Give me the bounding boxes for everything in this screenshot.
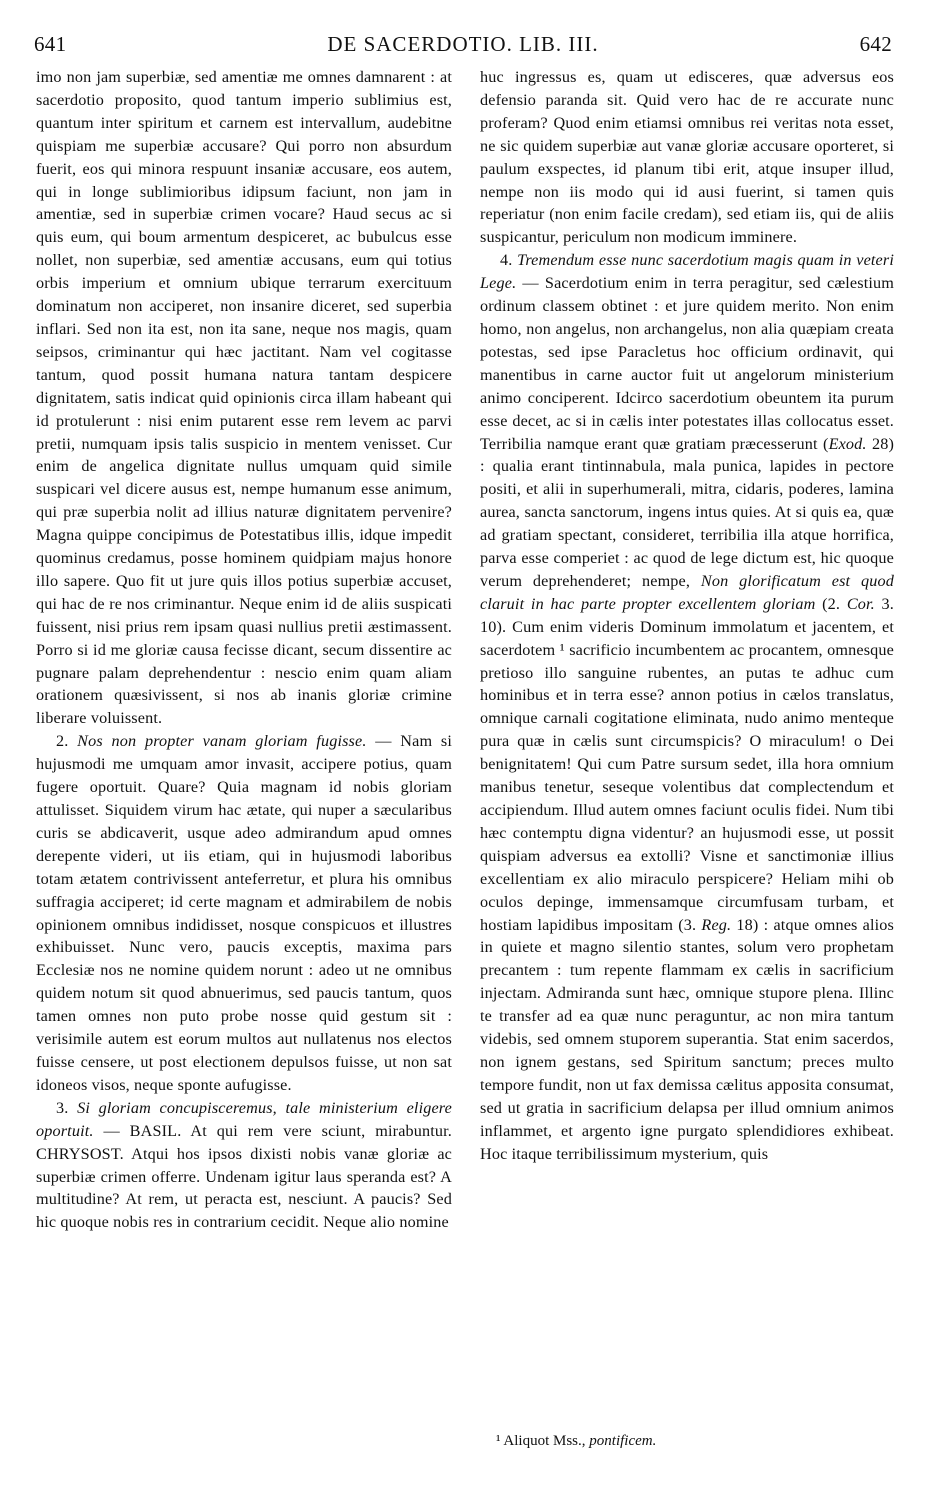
footnote-mark: ¹ bbox=[496, 1433, 501, 1449]
right-column bbox=[480, 66, 894, 1166]
section-3-paragraph bbox=[36, 1097, 452, 1234]
page-number-right: 642 bbox=[859, 32, 892, 56]
section-2-paragraph bbox=[36, 730, 452, 1097]
section-3-title: Si gloriam concupisceremus, tale ministerium eligere oportuit. bbox=[36, 1098, 452, 1140]
footnote-word: pontificem. bbox=[589, 1433, 657, 1449]
section-4-text-b: 28) : qualia erant tintinnabula, mala punica, lapides in pectore positi, et alii in superhumerali, mitra, cidaris, poderes, lamina aurea, sancta sanctorum, ingens intus quies. At si quis ea, quæ ad gratiam spectant, consideret, terribilia illa atque horrifica, parva esse comperiet : ac quod de lege dictum est, hic quoque verum deprehenderet; nempe, bbox=[480, 434, 894, 590]
section-4-paragraph bbox=[480, 249, 894, 1165]
section-2-number: 2. bbox=[56, 732, 69, 751]
reference-exodus: Exod. bbox=[828, 434, 867, 453]
left-column bbox=[36, 66, 452, 1234]
section-3-text: — BASIL. At qui rem vere sciunt, mirabuntur. CHRYSOST. Atqui hos ipsos dixisti nobis vanæ gloriæ ac superbiæ crimen offerre. Undenam igitur laus speranda est? A multitudine? At rem, ut peracta est, nesciunt. A paucis? Sed hic quoque nobis res in contrarium cecidit. Neque alio nomine bbox=[36, 1121, 452, 1232]
running-header bbox=[34, 32, 892, 58]
footnote-text: Aliquot Mss., bbox=[500, 1433, 590, 1449]
section-4-number: 4. bbox=[500, 251, 513, 270]
footnote bbox=[496, 1431, 894, 1451]
section-3-number: 3. bbox=[56, 1098, 69, 1117]
section-2-title: Nos non propter vanam gloriam fugisse. bbox=[77, 732, 367, 751]
section-4-text-e: 18) : atque omnes alios in quiete et magno silentio stantes, solum vero prophetam precantem : tum repente flammam ex cælis in sacrificium injectam. Admiranda sunt hæc, omnique stupore plena. Illinc te transfer ad ea quæ nunc peraguntur, ac non mira tantum videbis, sed omnem stuporem superantia. Stat enim sacerdos, non ignem gestans, sed Spiritum sanctum; preces multo tempore fundit, non ut fax demissa cælitus apposita consumat, sed ut gratia in sacrificium delapsa per illud omnium animos inflammet, et argento igne purgato splendidiores exhibeat. Hoc itaque terribilissimum mysterium, quis bbox=[480, 915, 894, 1163]
section-4-text-a: — Sacerdotium enim in terra peragitur, sed cælestium ordinum classem obtinet : et jure quidem merito. Non enim homo, non angelus, non archangelus, non alia quæpiam creata potestas, sed ipse Paracletus hoc officium ordinavit, qui manentibus in carne auctor fuit ut angelorum ministerium animo conciperent. Idcirco sacerdotium obeuntem ita purum esse decet, ac si in cælis inter potestates illas collocatus esset. Terribilia namque erant quæ gratiam præcesserunt ( bbox=[480, 274, 894, 453]
scripture-quote: Non glorificatum est quod claruit in hac parte propter excellentem gloriam bbox=[480, 571, 894, 613]
section-4-text-c: (2. bbox=[815, 594, 847, 613]
reference-kings: Reg. bbox=[701, 915, 732, 934]
section-4-text-d: 3. 10). Cum enim videris Dominum immolatum et jacentem, et sacerdotem ¹ sacrificio incumbentem ac procantem, omnesque pretioso illo sanguine rubentes, an putas te adhuc cum hominibus et in terra esse? annon potius in cælos translatus, omnique carnali cogitatione eliminata, nudo animo menteque pura quæ in cælis sunt circumspicis? O miraculum! o Dei benignitatem! Qui cum Patre sursum sedet, illa hora omnium manibus tenetur, seseque volentibus dat complectendum et accipiendum. Illud autem omnes faciunt oculis fidei. Num tibi hæc contemptu digna videntur? an hujusmodi esse, ut possit quispiam adversus ea extolli? Visne et sanctimoniæ illius excellentiam ex alio miraculo perspicere? Heliam mihi ob oculos depinge, immensamque circumfusam turbam, et hostiam lapidibus impositam (3. bbox=[480, 594, 895, 934]
reference-corinthians: Cor. bbox=[846, 594, 875, 613]
running-title: DE SACERDOTIO. LIB. III. bbox=[327, 32, 599, 56]
section-4-title: Tremendum esse nunc sacerdotium magis quam in veteri Lege. bbox=[480, 251, 894, 293]
page-number-left: 641 bbox=[34, 32, 67, 56]
left-paragraph-1: imo non jam superbiæ, sed amentiæ me omnes damnarent : at sacerdotio proposito, quod tantum imperio sublimius est, quantum inter spiritum et carnem est intervallum, audebitne quispiam me superbiæ accusare? Qui porro non absurdum fuerit, eos qui minora respuunt insaniæ accusare, eos autem, qui in longe sublimioribus idipsum faciunt, non jam in amentiæ, sed in superbiæ crimen vocare? Haud secus ac si quis eum, qui boum armentum despiceret, ac bubulcus esse nollet, non superbiæ, sed amentiæ accusans, eum qui totius orbis imperium et omnium ubique terrarum exercituum dominatum non acciperet, non insanire diceret, sed superbia inflari. Sed non ita est, non ita sane, neque nos magis, quam seipsos, criminantur qui hæc jactitant. Nam vel cogitasse tantum, quod possit humana natura tantam despicere dignitatem, satis indicat quid opinionis circa illam habeant qui id protulerunt : nisi enim putarent esse rem levem ac parvi pretii, numquam ipsis talis suspicio in mentem venisset. Cur enim de angelica dignitate nullus umquam quid simile suspicari vel dicere ausus est, nempe humanum esse animum, qui præ superbia nolit ad illius naturæ dignitatem pervenire? Magna quippe concipimus de Potestatibus illis, idque impedit quominus credamus, posse hominem quidpiam majus honore illo sapere. Quo fit ut jure quis illos potius superbiæ accuset, qui hac de re nos criminantur. Neque enim id de aliis suspicati fuissent, nisi prius rem ipsam quasi nullius pretii æstimassent. Porro si id me gloriæ causa fecisse dicant, secum dissentire ac pugnare palam deprehendentur : nescio enim quam aliam orationem quæsivissent, si nos ab inanis gloriæ crimine liberare voluissent. bbox=[36, 68, 452, 728]
section-2-text: — Nam si hujusmodi me umquam amor invasit, accipere potius, quam fugere oportuit. Quare? Quia magnam id nobis gloriam attulisset. Siquidem virum hac ætate, qui nuper a sæcularibus curis se abdicaverit, usque adeo admirandum apud omnes derepente videri, ut iis etiam, qui in hujusmodi laboribus totam ætatem contrivissent anteferretur, et plura his omnibus suffragia acciperet; id certe magnam et admirabilem de nobis opinionem omnibus indidisset, nosque conspicuos et illustres exhibuisset. Nunc vero, paucis exceptis, maxima pars Ecclesiæ nos ne nomine quidem norunt : adeo ut ne omnibus quidem notum sit quod abnuerimus, sed paucis tantum, quos tamen omnes non puto probe nosse quid gestum sit : verisimile autem est eorum multos aut nullatenus nos electos fuisse censere, ut post electionem depulsos fuisse, ut non sat idoneos visos, neque sponte aufugisse. bbox=[36, 732, 452, 1094]
right-paragraph-1: huc ingressus es, quam ut edisceres, quæ adversus eos defensio paranda sit. Quid vero hac de re accurate nunc proferam? Quod enim etiamsi omnibus rei veritas nota esset, ne sic quidem superbiæ aut vanæ gloriæ accusare oporteret, si paulum exspectes, id planum tibi erit, atque insuper illud, nempe non iis modo qui id ausi fuerint, si tamen quis reperiatur (non enim facile credam), sed etiam iis, qui de aliis suspicantur, periculum non modicum imminere. bbox=[480, 68, 894, 247]
